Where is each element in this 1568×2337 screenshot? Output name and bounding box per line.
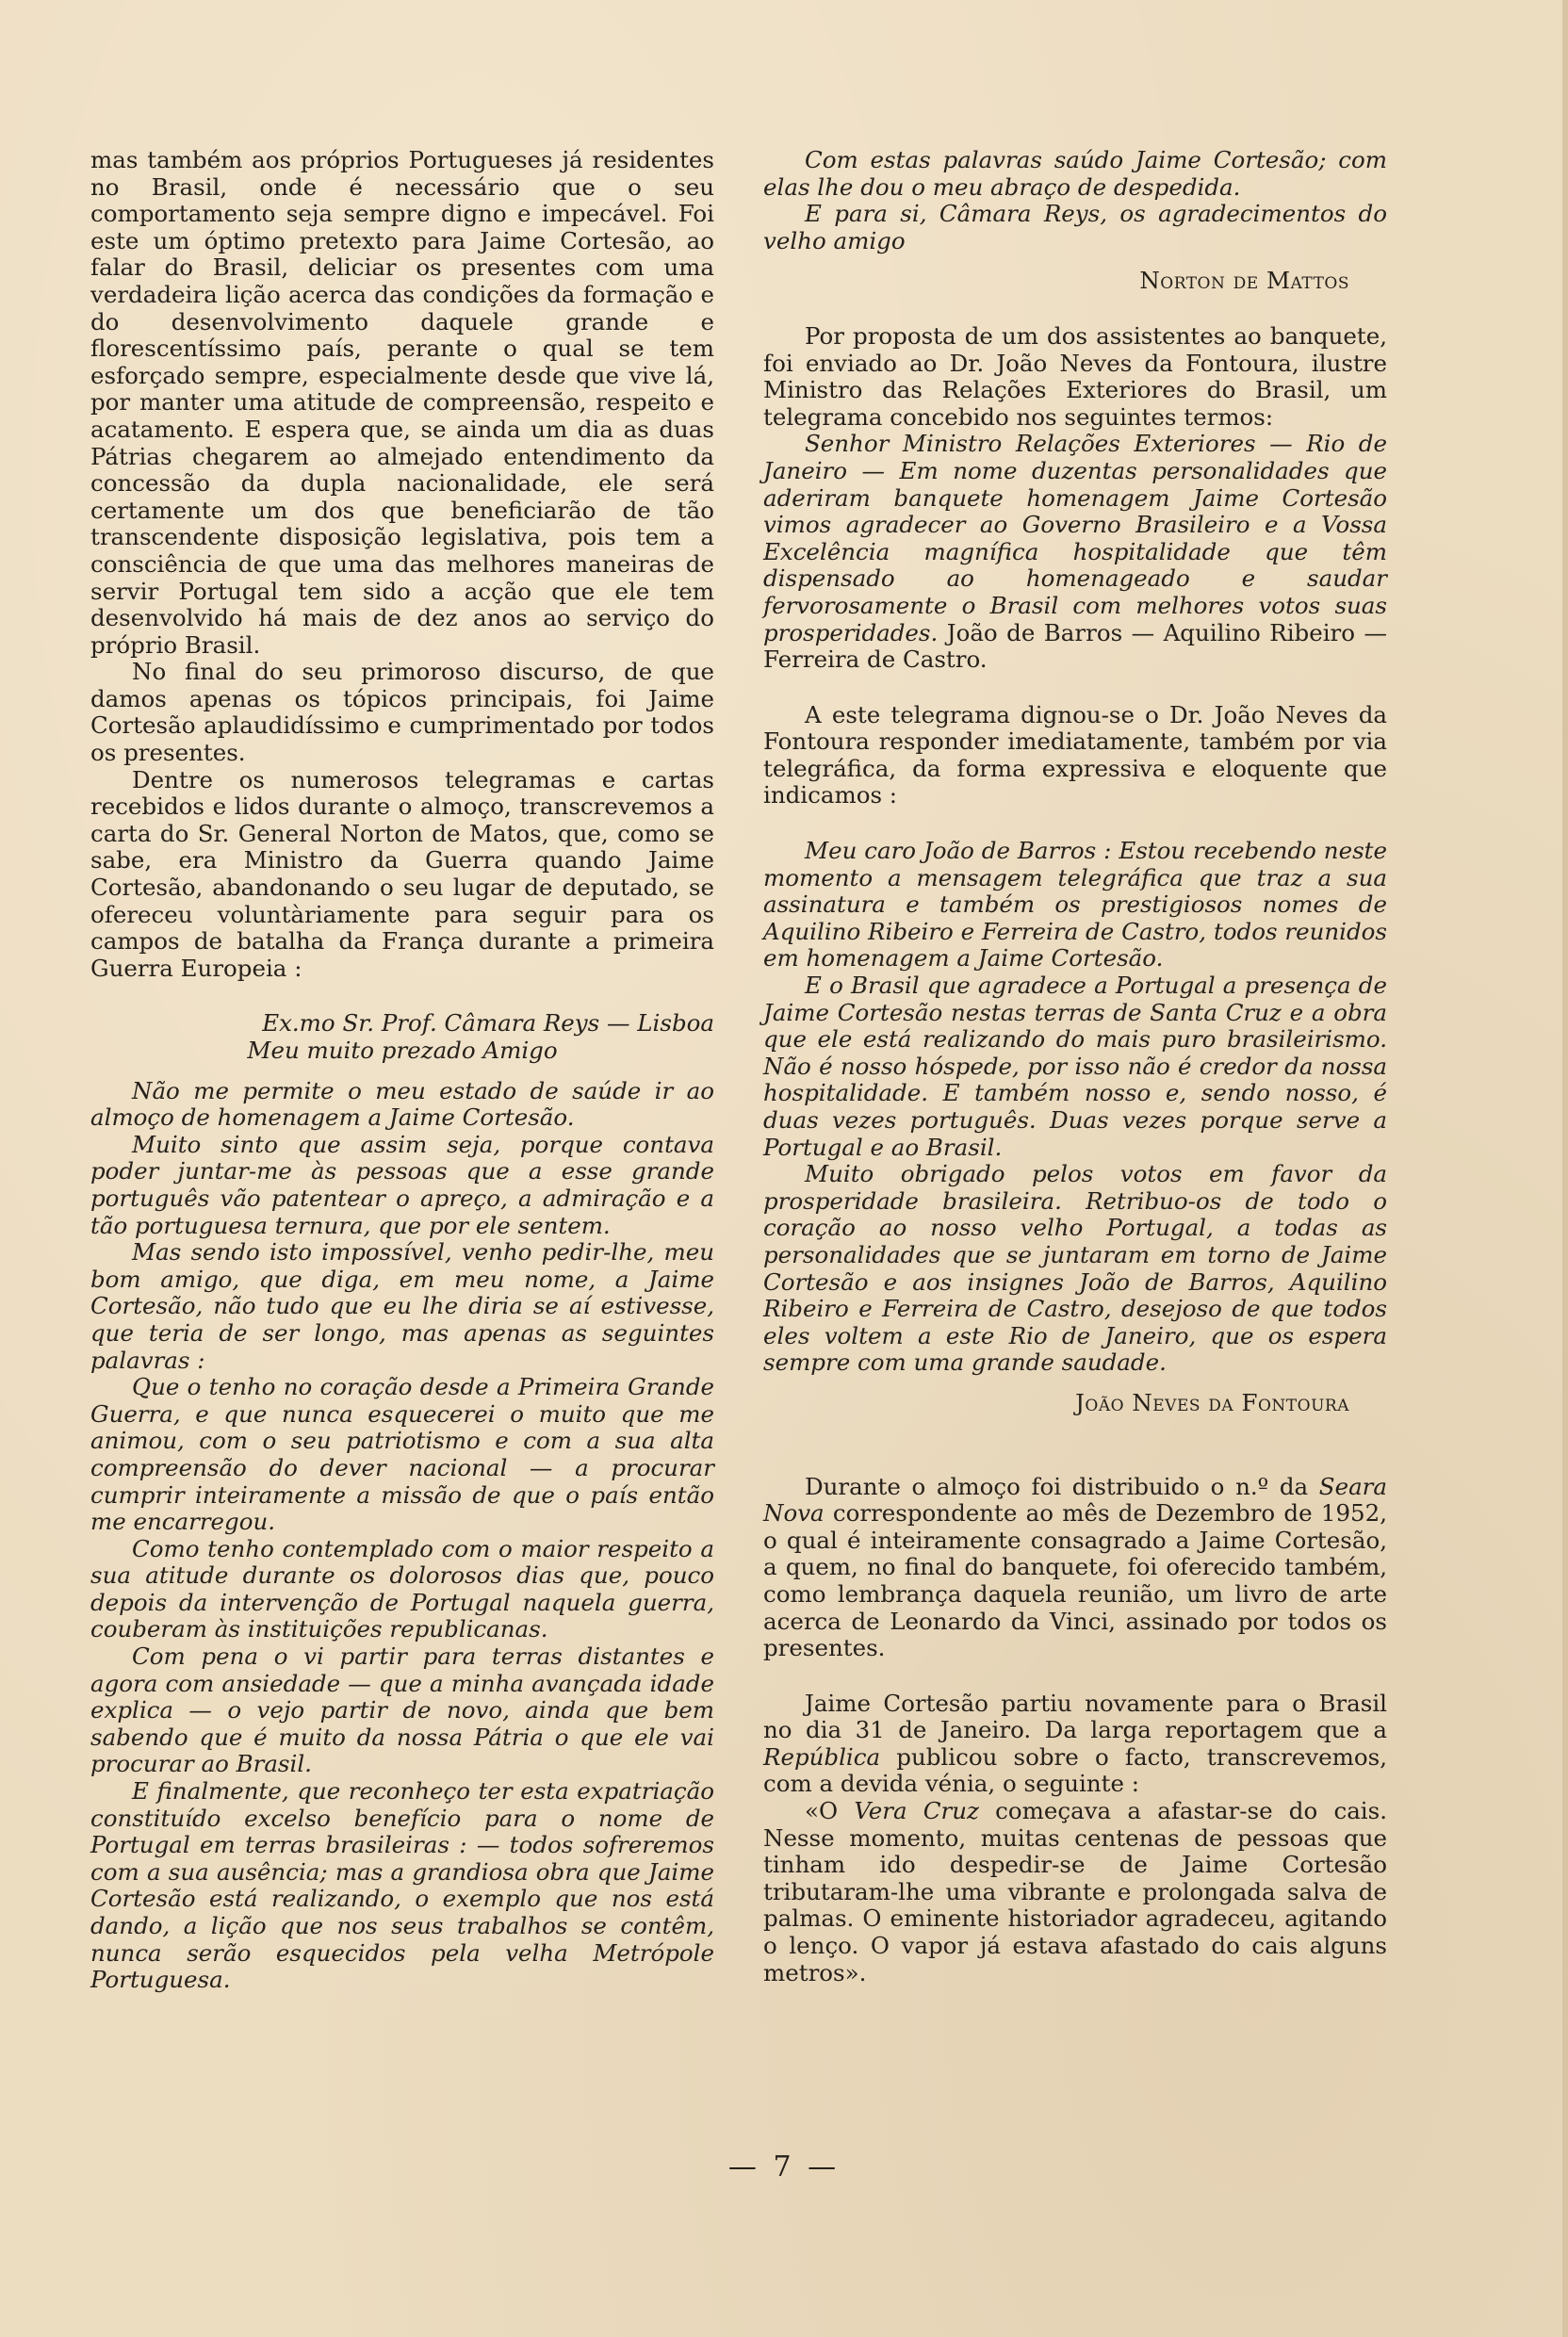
article-quote: «O Vera Cruz começava a afastar-se do cais. Nesse momento, muitas centenas de pessoas que tinham ido despedir-se de Jaime Cortesão tributaram-lhe uma vibrante e prolongada salva de palmas. O eminente historiador agradeceu, agitando o lenço. O vapor já estava afastado do cais alguns metros». — [763, 1797, 1387, 1986]
publication-title: Seara Nova — [763, 1472, 1387, 1528]
letter-paragraph: Muito sinto que assim seja, porque contava poder juntar-me às pessoas que a esse grande português vão patentear o apreço, a admiração e a tão portuguesa ternura, que por ele sentem. — [90, 1130, 714, 1239]
right-column — [763, 147, 1387, 1986]
letter-paragraph: Como tenho contemplado com o maior respeito a sua atitude durante os dolorosos dias que, pouco depois da intervenção de Portugal naquela guerra, couberam às instituições republicanas. — [90, 1534, 714, 1643]
page-number: — 7 — — [727, 2150, 841, 2183]
article-paragraph: A este telegrama dignou-se o Dr. João Neves da Fontoura responder imediatamente, também por via telegráfica, da forma expressiva e eloquente que indicamos : — [763, 700, 1387, 809]
article-paragraph: mas também aos próprios Portugueses já residentes no Brasil, onde é necessário que o seu comportamento seja sempre digno e impecável. Foi este um óptimo pretexto para Jaime Cortesão, ao falar do Brasil, deliciar os presentes com uma verdadeira lição acerca das condições da formação e do desenvolvimento daquele grande e florescentíssimo país, perante o qual se tem esforçado sempre, especialmente desde que vive lá, por manter uma atitude de compreensão, respeito e acatamento. E espera que, se ainda um dia as duas Pátrias chegarem ao almejado entendimento da concessão da dupla nacionalidade, ele será certamente um dos que beneficiarão de tão transcendente disposição legislativa, pois tem a consciência de que uma das melhores maneiras de servir Portugal tem sido a acção que ele tem desenvolvido há mais de dez anos ao serviço do próprio Brasil. — [90, 146, 714, 659]
article-paragraph: Durante o almoço foi distribuido o n.º da Seara Nova correspondente ao mês de Dezembro de 1952, o qual é inteiramente consagrado a Jaime Cortesão, a quem, no final do banquete, foi oferecido também, como lembrança daquela reunião, um livro de arte acerca de Leonardo da Vinci, assinado por todos os presentes. — [763, 1472, 1387, 1662]
letter-signature: Norton de Mattos — [1139, 267, 1349, 295]
article-paragraph: Por proposta de um dos assistentes ao banquete, foi enviado ao Dr. João Neves da Fontoura, ilustre Ministro das Relações Exteriores do Brasil, um telegrama concebido nos seguintes termos: — [763, 321, 1387, 431]
publication-title: República — [763, 1742, 881, 1771]
article-paragraph: No final do seu primoroso discurso, de que damos apenas os tópicos principais, foi Jaime Cortesão aplaudidíssimo e cumprimentado por todos os presentes. — [90, 658, 714, 767]
telegram-reply-paragraph: Meu caro João de Barros : Estou recebendo neste momento a mensagem telegráfica que traz a sua assinatura e também os prestigiosos nomes de Aquilino Ribeiro e Ferreira de Castro, todos reunidos em homenagem a Jaime Cortesão. — [763, 837, 1387, 972]
letter-paragraph: E finalmente, que reconheço ter esta expatriação constituído excelso benefício para o nome de Portugal em terras brasileiras : — todos sofreremos com a sua ausência; mas a grandiosa obra que Jaime Cortesão está realizando, o exemplo que nos está dando, a lição que nos seus trabalhos se contêm, nunca serão esquecidos pela velha Metrópole Portuguesa. — [90, 1777, 714, 1994]
article-paragraph: Dentre os numerosos telegramas e cartas recebidos e lidos durante o almoço, transcrevemos a carta do Sr. General Norton de Matos, que, como se sabe, era Ministro da Guerra quando Jaime Cortesão, abandonando o seu lugar de deputado, se ofereceu voluntàriamente para seguir para os campos de batalha da França durante a primeira Guerra Europeia : — [90, 765, 714, 982]
letter-paragraph: Não me permite o meu estado de saúde ir ao almoço de homenagem a Jaime Cortesão. — [90, 1076, 714, 1132]
telegram-text — [763, 431, 1387, 673]
letter-address: Ex.mo Sr. Prof. Câmara Reys — Lisboa — [262, 1009, 714, 1038]
article-paragraph: Jaime Cortesão partiu novamente para o Brasil no dia 31 de Janeiro. Da larga reportagem que a República publicou sobre o facto, transcrevemos, com a devida vénia, o seguinte : — [763, 1689, 1387, 1798]
telegram-reply-paragraph: Muito obrigado pelos votos em favor da prosperidade brasileira. Retribuo-os de todo o coração ao nosso velho Portugal, a todas as personalidades que se juntaram em torno de Jaime Cortesão e aos insignes João de Barros, Aquilino Ribeiro e Ferreira de Castro, desejoso de que todos eles voltem a este Rio de Janeiro, que os espera sempre com uma grande saudade. — [763, 1160, 1387, 1377]
letter-paragraph: Com estas palavras saúdo Jaime Cortesão; com elas lhe dou o meu abraço de despedida. — [763, 146, 1387, 201]
left-column — [90, 147, 714, 1994]
telegram-body: Senhor Ministro Relações Exteriores — Rio de Janeiro — Em nome duzentas personalidades que aderiram banquete homenagem Jaime Cortesão vimos agradecer ao Governo Brasileiro e a Vossa Excelência magnífica hospitalidade que têm dispensado ao homenageado e saudar fervorosamente o Brasil com melhores votos suas prosperidades. — [763, 430, 1387, 646]
telegram-reply-paragraph: E o Brasil que agradece a Portugal a presença de Jaime Cortesão nestas terras de Santa Cruz e a obra que ele está realizando do mais puro brasileirismo. Não é nosso hóspede, por isso não é credor da nossa hospitalidade. E também nosso e, sendo nosso, é duas vezes português. Duas vezes porque serve a Portugal e ao Brasil. — [763, 972, 1387, 1161]
letter-salutation: Meu muito prezado Amigo — [247, 1037, 558, 1064]
letter-paragraph: E para si, Câmara Reys, os agradecimentos do velho amigo — [763, 200, 1387, 254]
telegram-signatories: João de Barros — Aquilino Ribeiro — Ferreira de Castro. — [763, 618, 1387, 674]
letter-paragraph: Que o tenho no coração desde a Primeira Grande Guerra, e que nunca esquecerei o muito que me animou, com o seu patriotismo e com a sua alta compreensão do dever nacional — a procurar cumprir inteiramente a missão de que o país então me encarregou. — [90, 1373, 714, 1536]
ship-name: Vera Cruz — [854, 1797, 979, 1825]
letter-paragraph: Mas sendo isto impossível, venho pedir-lhe, meu bom amigo, que diga, em meu nome, a Jaime Cortesão, não tudo que eu lhe diria se aí estivesse, que teria de ser longo, mas apenas as seguintes palavras : — [90, 1238, 714, 1374]
telegram-signature: João Neves da Fontoura — [1075, 1388, 1349, 1416]
page-edge — [1562, 0, 1568, 2337]
letter-paragraph: Com pena o vi partir para terras distantes e agora com ansiedade — que a minha avançada idade explica — o vejo partir de novo, ainda que bem sabendo que é muito da nossa Pátria o que ele vai procurar ao Brasil. — [90, 1642, 714, 1778]
